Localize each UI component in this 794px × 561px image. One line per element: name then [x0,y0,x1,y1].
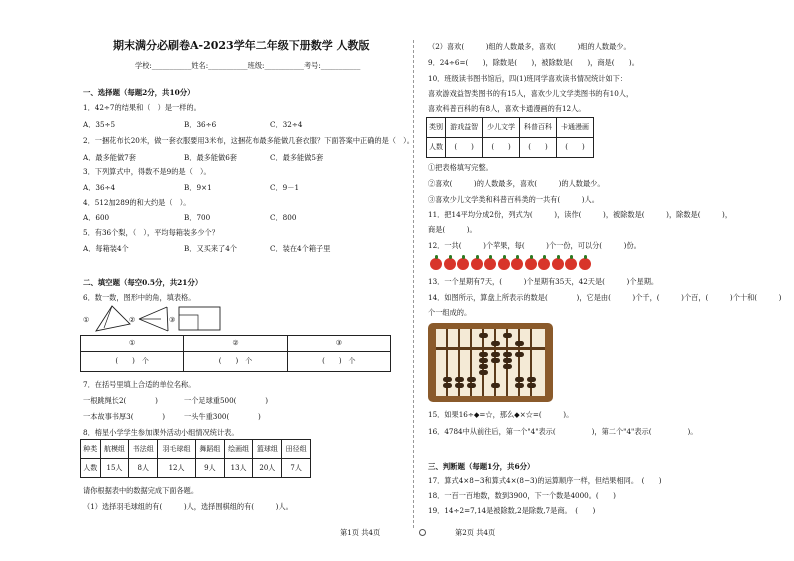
abacus-image [428,323,553,402]
q8-activity-table [80,439,311,478]
q8-row-cell: 12人 [158,459,196,478]
question-3: 3．下列算式中，得数不是9的是（ ）。 [83,167,211,176]
question-15: 15．如果16÷◆=☆，那么◆×☆=( )。 [428,410,574,419]
question-10: 10．班级读书图书馆后，四(1)班同学喜欢读书情况统计如下： [428,74,628,83]
q8-head-cell: 篮球组 [253,440,282,459]
q1-option-a: A．35÷5 [83,120,116,129]
student-info-line: 学校:___________姓名:___________班级:___________考号:___________ [135,61,361,70]
apple-icon [430,258,442,270]
q8-row-cell: 人数 [81,459,101,478]
q3-option-c: C．9－1 [270,183,300,192]
q7-line-4: 一头牛重300( ) [184,412,261,421]
q8-head-cell: 航模组 [100,440,129,459]
q7-line-2: 一个足球重500( ) [184,396,269,405]
question-11-cont: 商是( )。 [428,225,477,234]
q7-line-3: 一本故事书厚3( ) [83,412,166,421]
question-6: 6．数一数，图形中的角，填表格。 [83,293,196,302]
question-7: 7．在括号里填上合适的单位名称。 [83,380,196,389]
question-12: 12．一共( )个苹果，每( )个一份，可以分( )份。 [428,241,641,250]
q10-line-2: 喜欢科普百科的有8人，喜欢卡通漫画的有12人。 [428,104,586,113]
q5-option-b: B．又买来了4个 [184,244,237,253]
figure-1-label: ① [83,315,90,324]
question-17: 17．算式4×8−3和算式4×(8−3)的运算顺序一样，但结果相同。 ( ) [428,476,662,485]
question-18: 18．一百一百地数，数到3900，下一个数是4000。( ) [428,491,616,500]
q8-row-cell: 9人 [195,459,224,478]
q1-option-c: C．32÷4 [270,120,303,129]
apple-row [430,258,592,271]
apple-icon [471,258,483,270]
q10-row-cell: ( ) [446,138,483,158]
q10-row-cell: 人数 [427,138,446,158]
q8-row-cell: 20人 [253,459,282,478]
q4-option-a: A．600 [83,213,110,222]
section-choice-title: 一、选择题（每题2分，共10分） [83,88,195,97]
q8-head-cell: 羽毛球组 [158,440,196,459]
q10-row-cell: ( ) [520,138,557,158]
q10-sub-2: ②喜欢( )的人数最多，喜欢( )的人数最少。 [428,179,605,188]
apple-icon [579,258,591,270]
figure-3-rectangle [178,305,222,333]
q6-head-3: ③ [287,336,390,352]
question-13: 13．一个星期有7天，( )个星期有35天，42天是( )个星期。 [428,277,659,286]
q8-head-cell: 田径组 [282,440,311,459]
q8-head-cell: 种类 [81,440,101,459]
figure-3-label: ③ [169,315,176,324]
question-14-cont: 个一组成的。 [428,308,472,317]
q10-head-cell: 类别 [427,118,446,138]
q10-line-1: 喜欢游戏益智类图书的有15人，喜欢少儿文学类图书的有10人， [428,89,634,98]
q6-head-1: ① [81,336,184,352]
question-19: 19．14÷2=7,14是被除数,2是除数,7是商。 ( ) [428,506,596,515]
q6-answer-2: ( ) 个 [184,352,287,372]
q10-head-cell: 科普百科 [520,118,557,138]
apple-icon [484,258,496,270]
q2-option-c: C．最多能做5套 [270,153,324,162]
q10-head-cell: 卡通漫画 [557,118,594,138]
q10-reading-table [426,117,594,158]
q1-option-b: B．36÷6 [184,120,217,129]
binding-hole-icon [418,528,427,537]
q8-head-cell: 绘画组 [224,440,253,459]
q10-row-cell: ( ) [483,138,520,158]
apple-icon [511,258,523,270]
apple-icon [498,258,510,270]
q8-sub-1: （1）选择羽毛球组的有( )人，选择围棋组的有( )人。 [83,502,293,511]
page-divider [413,40,414,528]
q8-note: 请你根据表中的数据完成下面各题。 [83,486,199,495]
page-number-left: 第1页 共4页 [340,528,381,537]
q5-option-a: A．每箱装4个 [83,244,129,253]
q6-answer-1: ( ) 个 [81,352,184,372]
apple-icon [444,258,456,270]
question-16: 16．4784中从前往后，第一个"4"表示( )，第二个"4"表示( )。 [428,427,698,436]
q3-option-a: A．36÷4 [83,183,116,192]
apple-icon [538,258,550,270]
apple-icon [457,258,469,270]
figure-2-angles [137,305,171,333]
apple-icon [552,258,564,270]
q6-head-2: ② [184,336,287,352]
q10-row-cell: ( ) [557,138,594,158]
q7-line-1: 一根跳绳长2( ) [83,396,158,405]
q5-option-c: C．装在4个箱子里 [270,244,331,253]
q8-row-cell: 7人 [282,459,311,478]
q8-row-cell: 13人 [224,459,253,478]
q4-option-b: B．700 [184,213,211,222]
page-number-right: 第2页 共4页 [455,528,496,537]
section-judge-title: 三、判断题（每题1分，共6分） [428,462,535,471]
question-11: 11．把14平均分成2份，列式为( )，读作( )，被除数是( )，除数是( )， [428,210,733,219]
q8-head-cell: 舞蹈组 [195,440,224,459]
question-4: 4．512加289的和大约是（ ）。 [83,198,191,207]
question-14: 14．如图所示，算盘上所表示的数是( )，它是由( )个千，( )个百，( )个十和( ) [428,293,782,302]
question-5: 5．有36个梨，（ ），平均每箱装多少个？ [83,228,219,237]
q3-option-b: B．9×1 [184,183,212,192]
q6-answer-3: ( ) 个 [287,352,390,372]
figure-2-label: ② [129,315,136,324]
q4-option-c: C．800 [270,213,297,222]
figure-1-triangle [92,305,132,333]
q10-sub-1: ①把表格填写完整。 [428,163,493,172]
question-2: 2．一捆花布长20米，做一套衣服要用3米布，这捆花布最多能做几套衣服？下面答案中正确的是（ ）。 [83,136,414,145]
question-1: 1．42÷7的结果和（ ）是一样的。 [83,103,201,112]
section-fill-title: 二、填空题（每空0.5分，共21分） [83,278,203,287]
q10-head-cell: 游戏益智 [446,118,483,138]
q8-head-cell: 书法组 [129,440,158,459]
q8-row-cell: 8人 [129,459,158,478]
q10-head-cell: 少儿文学 [483,118,520,138]
q2-option-b: B．最多能做6套 [184,153,237,162]
question-8: 8．榕星小学学生参加课外活动小组情况统计表。 [83,428,239,437]
q6-angle-table [80,335,391,372]
apple-icon [525,258,537,270]
page-title: 期末满分必刷卷A-2023学年二年级下册数学 人教版 [113,39,370,52]
q8-sub-2: （2）喜欢( )组的人数最多，喜欢( )组的人数最少。 [428,42,631,51]
q8-row-cell: 15人 [100,459,129,478]
q2-option-a: A．最多能做7套 [83,153,136,162]
q10-sub-3: ③喜欢少儿文学类和科普百科类的一共有( )人。 [428,195,599,204]
apple-icon [565,258,577,270]
question-9: 9．24÷6=( )，除数是( )，被除数是( )，商是( )。 [428,58,639,67]
